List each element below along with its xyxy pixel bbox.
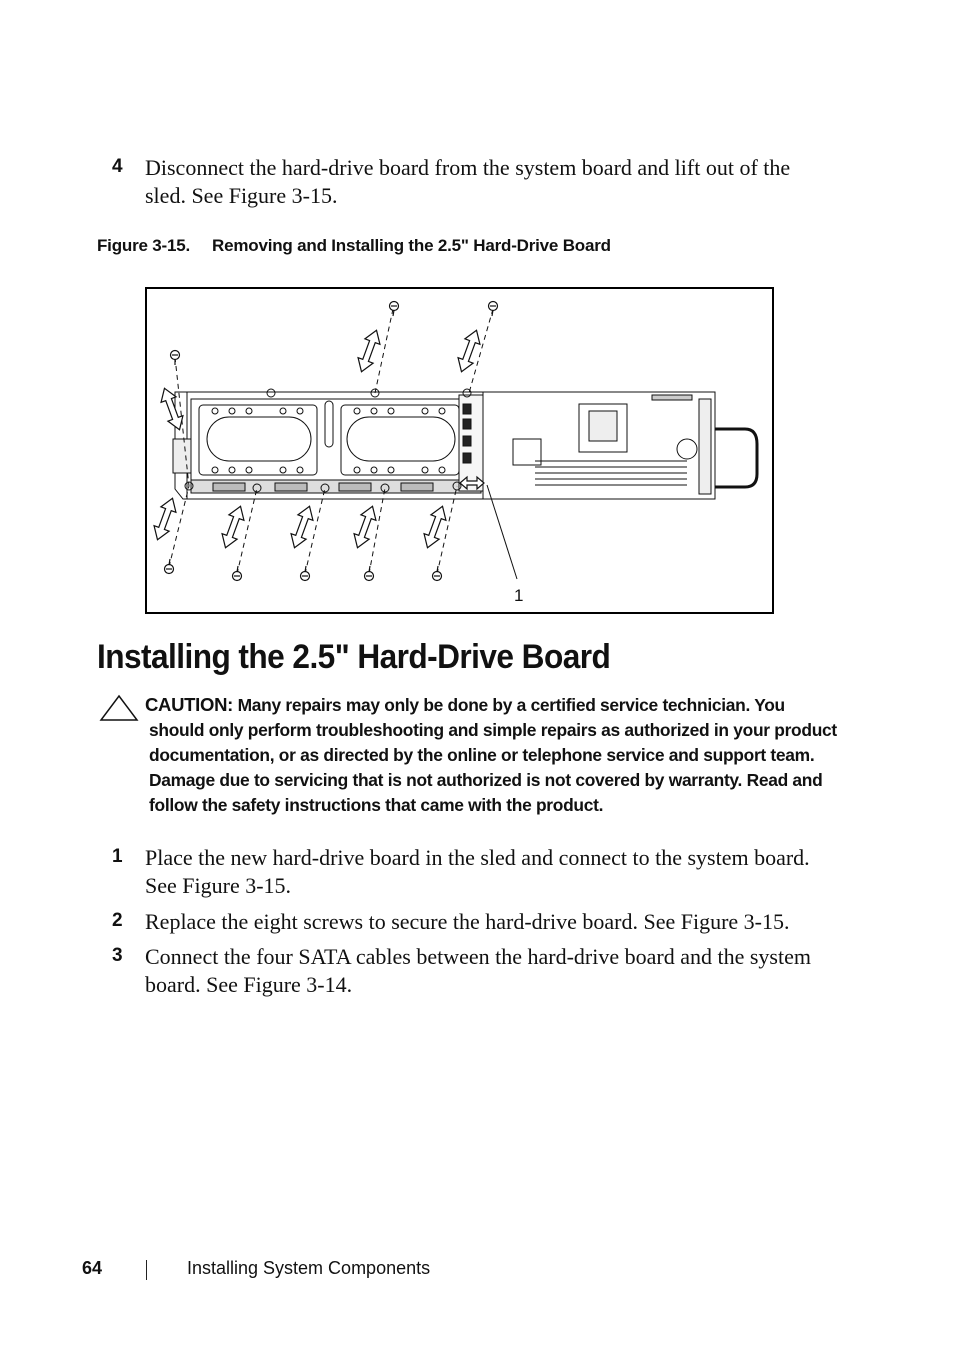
figure-title: Removing and Installing the 2.5" Hard-Drive Board bbox=[212, 236, 611, 255]
figure-caption bbox=[97, 236, 611, 256]
step-text: Connect the four SATA cables between the hard-drive board and the system board. See Figure 3-14. bbox=[145, 944, 811, 997]
step-text: Place the new hard-drive board in the sled and connect to the system board. See Figure 3-15. bbox=[145, 845, 810, 898]
step-text: Disconnect the hard-drive board from the system board and lift out of the sled. See Figure 3-15. bbox=[145, 155, 791, 208]
footer-section-title: Installing System Components bbox=[187, 1258, 431, 1278]
footer-divider bbox=[146, 1260, 147, 1280]
callout-1-label: 1 bbox=[514, 586, 524, 605]
step-text: Replace the eight screws to secure the hard-drive board. See Figure 3-15. bbox=[145, 909, 790, 934]
figure-label: Figure 3-15. bbox=[97, 236, 191, 255]
caution-triangle-icon bbox=[99, 694, 139, 722]
caution-label: CAUTION: bbox=[145, 694, 234, 715]
page-number: 64 bbox=[82, 1258, 103, 1278]
hard-drive-board-illustration bbox=[147, 289, 776, 616]
caution-notice bbox=[145, 692, 839, 818]
step-number: 1 bbox=[112, 846, 123, 867]
caution-text: Many repairs may only be done by a certified service technician. You should only perform troubleshooting and simple repairs as authorized in your product documentation, or as directed by the online or telephone service and support team. Damage due to servicing that is not authorized is not covered by warranty. Read and follow the safety instructions that came with the product. bbox=[149, 695, 837, 815]
section-title: Installing the 2.5" Hard-Drive Board bbox=[97, 638, 611, 676]
step-number: 4 bbox=[112, 156, 123, 177]
figure-hard-drive-board bbox=[145, 287, 774, 614]
step-number: 3 bbox=[112, 945, 123, 966]
step-number: 2 bbox=[112, 910, 123, 931]
